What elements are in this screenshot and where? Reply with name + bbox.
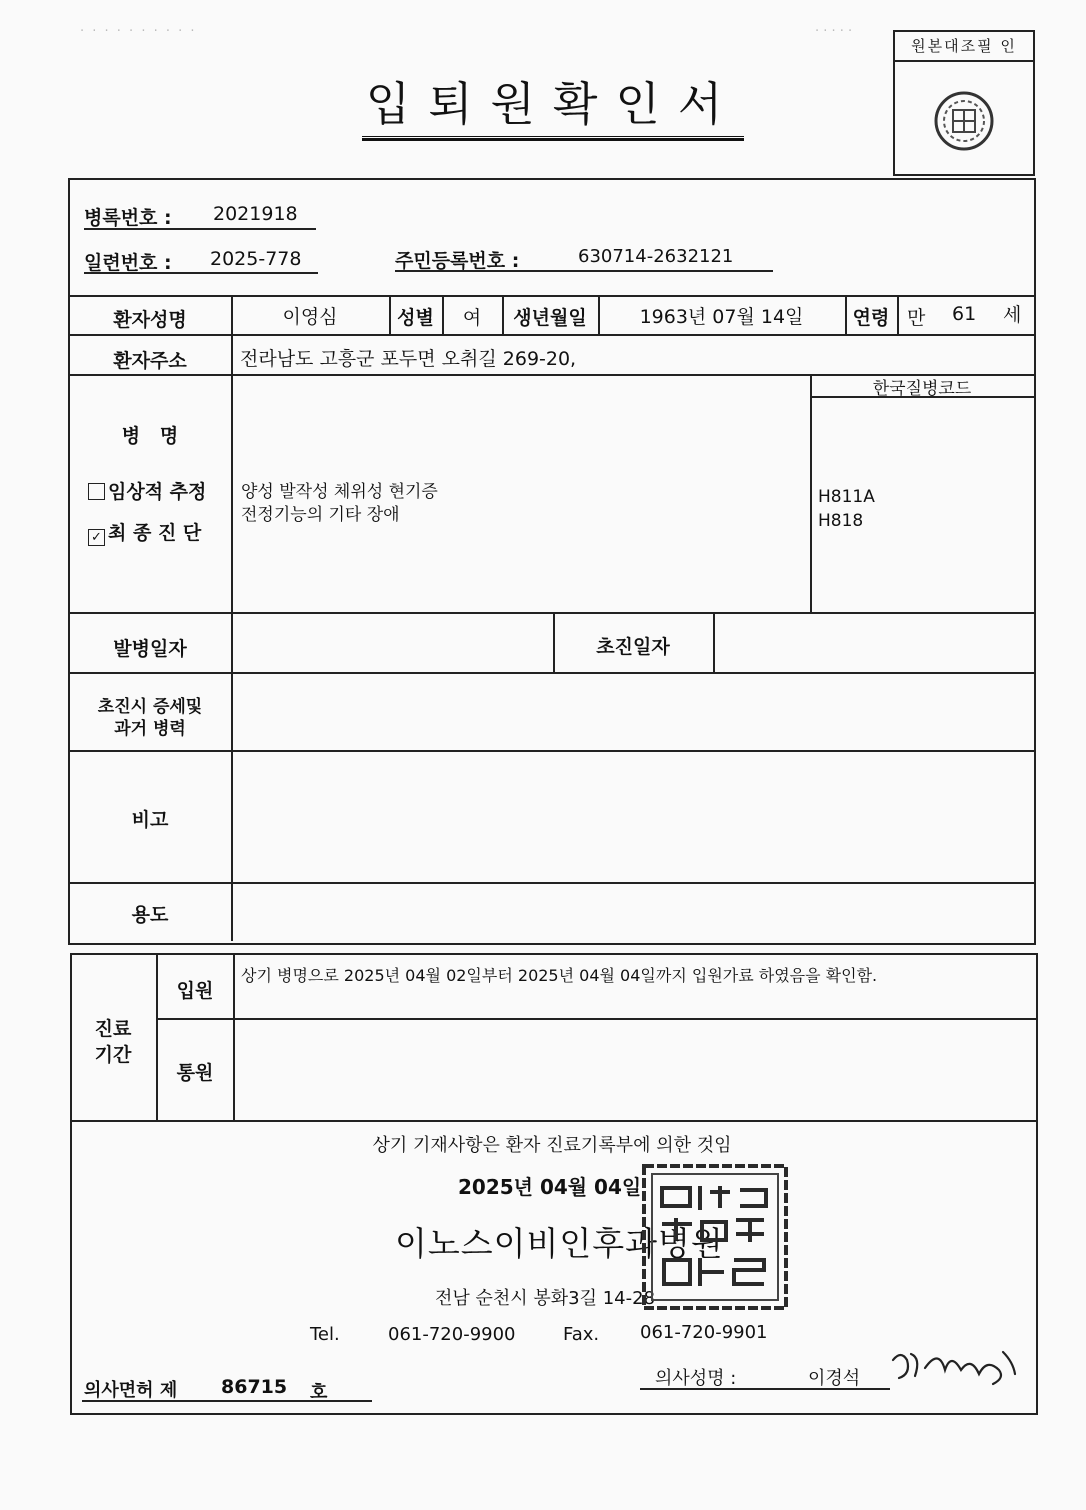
clinical-estimate-checkbox-icon: [88, 483, 105, 500]
license-number: 86715: [221, 1376, 288, 1398]
tel-label: Tel.: [310, 1324, 340, 1345]
final-diagnosis-checkbox-icon: ✓: [88, 529, 105, 546]
patient-name-value: 이영심: [282, 306, 338, 328]
age-value: 61: [952, 303, 977, 325]
rrn-underline: [395, 270, 773, 272]
rrn-label: 주민등록번호 :: [395, 250, 520, 272]
fax-header-noise-right: · · · · ·: [815, 24, 853, 39]
grid-line: [810, 374, 812, 612]
title-underline: [362, 136, 744, 137]
original-verified-label: 원본대조필 인: [895, 32, 1033, 62]
diagnosis-label: 병 명: [121, 425, 179, 447]
rrn-value: 630714-2632121: [578, 246, 734, 267]
hospital-seal-icon: [640, 1162, 790, 1312]
clinical-estimate-label: 임상적 추정: [108, 481, 207, 503]
diagnosis-name-2: 전정기능의 기타 장애: [241, 505, 400, 525]
final-diagnosis-label: 최 종 진 단: [108, 522, 202, 544]
grid-line: [233, 953, 235, 1120]
grid-line: [897, 295, 899, 334]
grid-line: [68, 750, 1034, 752]
dob-value: 1963년 07월 14일: [639, 306, 804, 328]
age-suffix: 세: [1003, 304, 1022, 326]
chart-number-underline: [84, 228, 316, 230]
clinical-estimate-row: [88, 477, 206, 504]
remarks-label: 비고: [131, 809, 169, 831]
license-underline: [82, 1400, 372, 1402]
grid-line: [157, 1018, 1036, 1020]
inpatient-label: 입원: [176, 980, 214, 1002]
patient-name-label: 환자성명: [113, 309, 187, 331]
doctor-signature-icon: [885, 1340, 1025, 1390]
address-value: 전라남도 고흥군 포두면 오취길 269-20,: [240, 348, 577, 370]
grid-line: [70, 1120, 1036, 1122]
doctor-name: 이경석: [808, 1368, 861, 1389]
license-suffix: 호: [310, 1382, 328, 1403]
period-label-line2: 기간: [94, 1044, 132, 1066]
grid-line: [231, 295, 233, 941]
hospital-name: 이노스이비인후과병원: [395, 1224, 724, 1263]
dob-label: 생년월일: [513, 307, 587, 329]
history-label-line1: 초진시 증세및: [97, 697, 203, 717]
chart-number-value: 2021918: [213, 203, 298, 225]
document-title: 입퇴원확인서: [362, 68, 744, 141]
purpose-label: 용도: [131, 904, 169, 926]
doctor-underline: [640, 1388, 890, 1390]
grid-line: [713, 612, 715, 672]
record-statement: 상기 기재사항은 환자 진료기록부에 의한 것임: [372, 1135, 732, 1156]
issue-date: 2025년 04월 04일: [458, 1175, 642, 1199]
grid-line: [68, 672, 1034, 674]
chart-number-label: 병록번호 :: [84, 207, 172, 229]
grid-line: [68, 612, 1034, 614]
doctor-label: 의사성명 :: [655, 1368, 737, 1389]
age-prefix: 만: [907, 307, 926, 329]
age-label: 연령: [852, 307, 890, 329]
period-label-line1: 진료: [94, 1018, 132, 1040]
grid-line: [68, 334, 1034, 336]
disease-code-1: H811A: [818, 487, 875, 507]
tel-value: 061-720-9900: [388, 1324, 516, 1345]
sex-value: 여: [462, 307, 482, 329]
sex-label: 성별: [397, 307, 434, 329]
serial-number-label: 일련번호 :: [84, 252, 172, 274]
hospital-address: 전남 순천시 봉화3길 14-28: [435, 1288, 656, 1309]
fax-value: 061-720-9901: [640, 1322, 768, 1343]
history-label-line2: 과거 병력: [114, 719, 186, 739]
grid-line: [68, 882, 1034, 884]
serial-number-value: 2025-778: [210, 248, 302, 270]
address-label: 환자주소: [113, 350, 187, 372]
serial-number-underline: [84, 272, 318, 274]
fax-label: Fax.: [563, 1324, 600, 1345]
original-verified-box: [893, 30, 1035, 176]
fax-header-noise: · · · · · · · · · ·: [80, 24, 197, 39]
final-diagnosis-row: [88, 518, 201, 546]
disease-code-2: H818: [818, 511, 864, 531]
verification-seal-icon: [933, 90, 995, 152]
grid-line: [68, 295, 1034, 297]
first-visit-label: 초진일자: [596, 636, 670, 658]
disease-code-header: 한국질병코드: [872, 379, 972, 399]
diagnosis-name-1: 양성 발작성 체위성 현기증: [241, 482, 438, 502]
license-prefix: 의사면허 제: [84, 1380, 178, 1401]
inpatient-text: 상기 병명으로 2025년 04월 02일부터 2025년 04월 04일까지 입원가료 하였음을 확인함.: [241, 966, 878, 985]
outpatient-label: 통원: [176, 1062, 214, 1084]
onset-date-label: 발병일자: [113, 638, 187, 660]
